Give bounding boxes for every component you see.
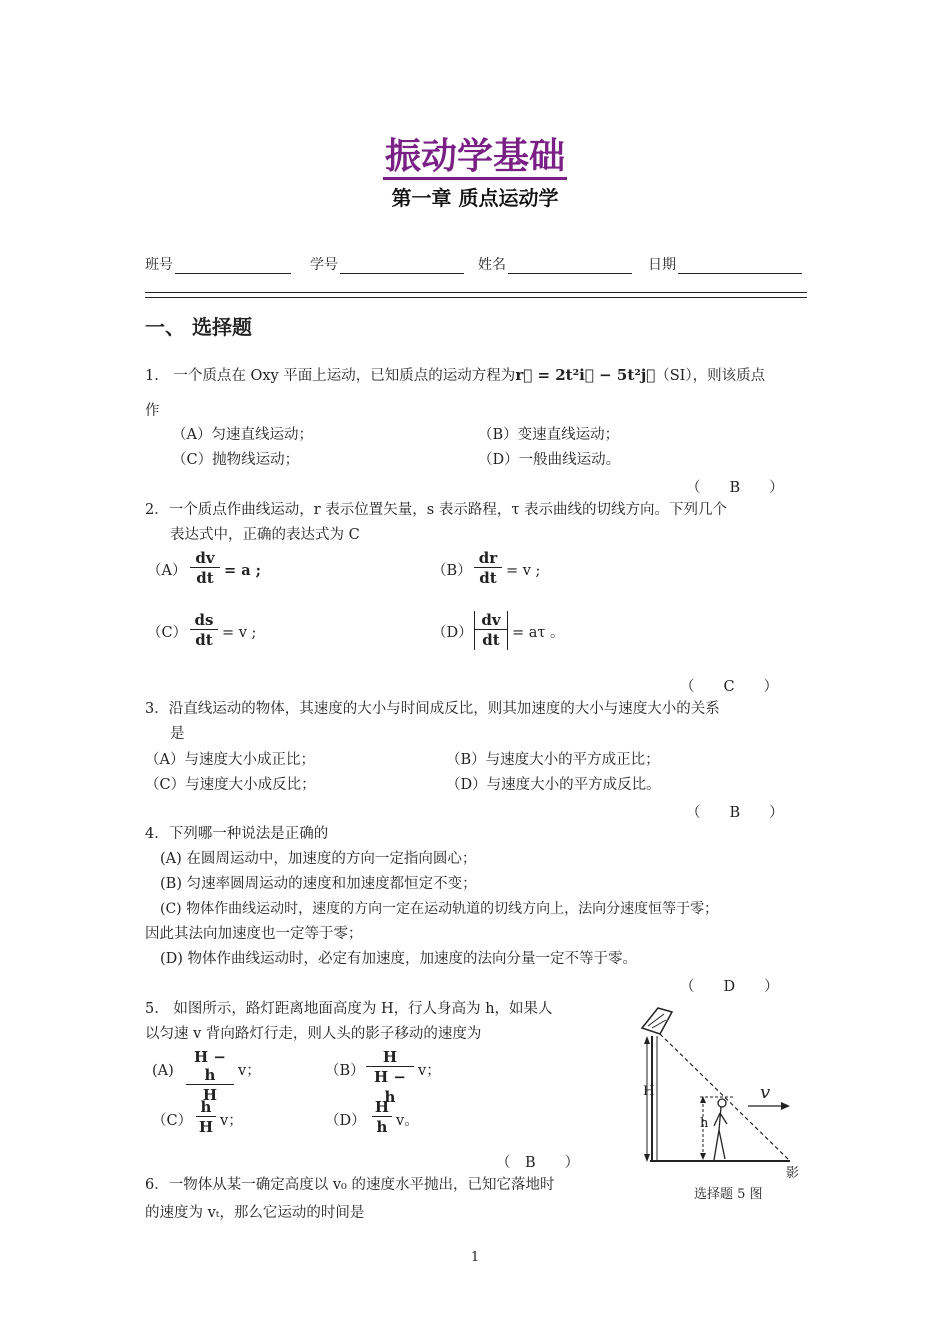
document-title: 振动学基础 <box>0 128 950 179</box>
q2-label-a: （A） <box>147 563 187 579</box>
q2-fraction-b: $\frac{dr}{dt}$ <box>474 549 502 588</box>
q2-stem: 2．一个质点作曲线运动，r 表示位置矢量，s 表示路程，τ 表示曲线的切线方向。下列几个 <box>145 502 727 518</box>
q4-option-c: (C) 物体作曲线运动时，速度的方向一定在运动轨道的切线方向上，法向分速度恒等于零； <box>160 901 719 917</box>
q2-fraction-c: $\frac{ds}{dt}$ <box>190 611 218 650</box>
q5-fraction-b: $\frac{H}{H - h}$ <box>366 1048 414 1107</box>
q3-stem: 3．沿直线运动的物体，其速度的大小与时间成反比，则其加速度的大小与速度大小的关系 <box>145 701 720 717</box>
q5-fraction-a: $\frac{H - h}{H}$ <box>186 1048 234 1105</box>
figure-label-H: H <box>643 1084 655 1099</box>
q3-option-b: （B）与速度大小的平方成正比； <box>446 752 660 768</box>
q3-option-c: （C）与速度大小成反比； <box>145 777 316 793</box>
q1-option-b: （B）变速直线运动； <box>478 427 620 443</box>
page-number: 1 <box>470 1250 480 1265</box>
q5-fraction-c: $\frac{h}{H}$ <box>196 1098 216 1137</box>
q5-stem: 5. 如图所示，路灯距离地面高度为 H，行人身高为 h，如果人 <box>145 1001 553 1017</box>
q1-option-d: （D）一般曲线运动。 <box>478 452 621 468</box>
q2-label-d: （D） <box>432 625 473 641</box>
q5-label-a: (A) <box>152 1063 174 1079</box>
walking-person-icon <box>714 1099 727 1160</box>
streetlight-lamp-icon <box>642 1008 672 1034</box>
streetlight-figure <box>630 1000 810 1180</box>
q1-option-a: （A）匀速直线运动； <box>172 427 313 443</box>
q4-option-b: (B) 匀速率圆周运动的速度和加速度都恒定不变； <box>160 876 477 892</box>
q6-stem-cont: 的速度为 vₜ，那么它运动的时间是 <box>145 1205 365 1221</box>
fill-line[interactable] <box>678 257 802 274</box>
q2-fraction-d: $\frac{dv}{dt}$ <box>474 611 508 650</box>
q1-option-c: （C）抛物线运动； <box>172 452 300 468</box>
q4-option-d: (D) 物体作曲线运动时，必定有加速度，加速度的法向分量一定不等于零。 <box>160 951 638 967</box>
section-heading: 一、 选择题 <box>145 315 252 339</box>
q5-label-d: （D） <box>325 1113 366 1129</box>
q5-answer: （ B ） <box>496 1155 580 1171</box>
fill-line[interactable] <box>340 257 464 274</box>
figure-caption: 选择题 5 图 <box>694 1187 763 1202</box>
q2-rhs-a: = a ; <box>224 562 261 579</box>
q4-option-a: (A) 在圆周运动中，加速度的方向一定指向圆心； <box>160 851 477 867</box>
q4-answer: （ D ） <box>680 979 779 995</box>
q2-rhs-d: = aτ 。 <box>512 625 565 641</box>
q5-suffix-c: v； <box>220 1113 243 1129</box>
q2-label-b: （B） <box>432 563 472 579</box>
figure-label-h: h <box>700 1116 709 1131</box>
q5-stem-cont: 以匀速 v 背向路灯行走，则人头的影子移动的速度为 <box>145 1026 482 1042</box>
q3-stem-cont: 是 <box>170 726 185 742</box>
chapter-subtitle: 第一章 质点运动学 <box>391 186 559 210</box>
q5-label-b: （B） <box>325 1063 365 1079</box>
q2-label-c: （C） <box>147 625 188 641</box>
q2-answer: （ C ） <box>680 679 779 695</box>
divider <box>145 292 807 293</box>
q2-rhs-b: = v ; <box>506 563 541 579</box>
q4-option-c-cont: 因此其法向加速度也一定等于零； <box>145 926 363 942</box>
q5-suffix-a: v； <box>238 1063 261 1079</box>
q1-stem: 1. 一个质点在 Oxy 平面上运动，已知质点的运动方程为r⃗ = 2t²i⃗ − 5t²j⃗（SI），则该质点 <box>145 366 766 384</box>
q2-fraction-a: $\frac{dv}{dt}$ <box>190 549 220 588</box>
divider <box>145 297 807 298</box>
fill-line[interactable] <box>508 257 632 274</box>
info-field-name: 姓名 <box>478 254 632 274</box>
q3-option-d: （D）与速度大小的平方成反比。 <box>446 777 661 793</box>
info-field-date: 日期 <box>648 254 802 274</box>
info-field-student-id: 学号 <box>310 254 464 274</box>
figure-label-v: v <box>760 1082 771 1103</box>
q5-label-c: （C） <box>152 1113 193 1129</box>
q6-stem: 6．一物体从某一确定高度以 v₀ 的速度水平抛出，已知它落地时 <box>145 1177 555 1193</box>
q3-answer: （ B ） <box>686 805 784 821</box>
q5-fraction-d: $\frac{H}{h}$ <box>372 1098 392 1137</box>
q4-stem: 4．下列哪一种说法是正确的 <box>145 826 329 842</box>
info-field-class: 班号 <box>145 254 291 274</box>
figure-label-shadow: 影 <box>786 1166 800 1181</box>
q1-answer: （ B ） <box>686 480 784 496</box>
q1-equation: r⃗ = 2t²i⃗ − 5t²j⃗ <box>515 366 656 384</box>
fill-line[interactable] <box>175 257 291 274</box>
q3-option-a: （A）与速度大小成正比； <box>145 752 315 768</box>
q5-suffix-b: v； <box>418 1063 441 1079</box>
q2-rhs-c: = v ; <box>222 625 257 641</box>
q2-stem-cont: 表达式中，正确的表达式为 C <box>170 527 360 543</box>
q1-stem-cont: 作 <box>145 403 160 419</box>
q5-suffix-d: v。 <box>396 1113 419 1129</box>
